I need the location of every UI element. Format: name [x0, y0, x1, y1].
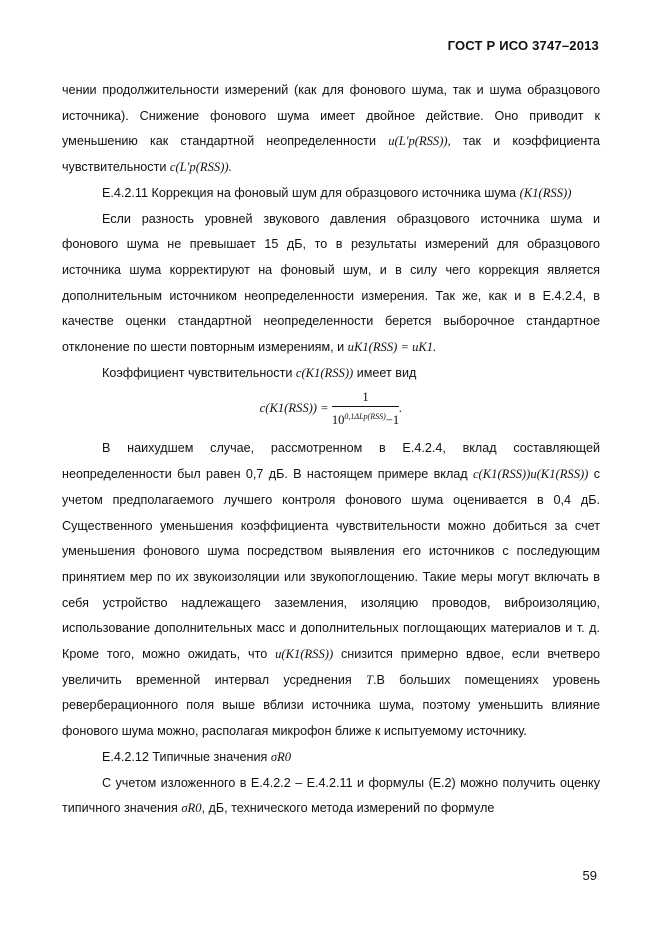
math-inline: c(K1(RSS))u(K1(RSS)): [472, 467, 589, 482]
text: Коэффициент чувствительности: [102, 365, 296, 380]
math-inline: uK1(RSS) = uK1.: [347, 340, 437, 355]
math-inline: (K1(RSS)): [519, 185, 572, 200]
text: , дБ, технического метода измерений по формуле: [201, 801, 495, 816]
document-body: [62, 78, 600, 822]
formula-lhs: c(K1(RSS)) =: [259, 401, 329, 416]
text: снизится примерно вдвое, если вчетверо увеличить временной интервал усреднения: [62, 647, 600, 687]
paragraph: [62, 436, 600, 744]
math-inline: σR0: [181, 801, 202, 816]
formula-fraction: [332, 388, 399, 430]
text: так и коэффициента чувствительности: [62, 134, 600, 175]
math-inline: u(L′p(RSS)),: [388, 134, 451, 149]
text: Если разность уровней звукового давления образцового источника шума и фонового шума не превышает 15 дБ, то в результаты измерений для образцового источника шума корректируют на фоновый шум, и в силу чего коррекция является дополнительным источником неопределенности измерения. Так же, как и в Е.4.2.4, в качестве оценки стандартной неопределенности берется выборочное стандартное отклонение по шести повторным измерениям, и: [62, 211, 600, 355]
text: В наихудшем случае, рассмотренном в Е.4.2.4, вклад составляющей неопределенности был равен 0,7 дБ. В настоящем примере вклад: [62, 441, 600, 482]
document-id: ГОСТ Р ИСО 3747–2013: [447, 38, 599, 53]
page-number: 59: [582, 868, 597, 883]
section-title: Е.4.2.12 Типичные значения: [102, 749, 271, 764]
text: С учетом изложенного в Е.4.2.2 – Е.4.2.11 и формулы (Е.2) можно получить оценку типичного значения: [62, 775, 600, 816]
paragraph: [62, 207, 600, 361]
text: .В больших помещениях уровень реверберационного поля выше вблизи источника шума, поэтому уменьшить влияние фонового шума можно, располагая микрофон ближе к испытуемому источнику.: [62, 672, 601, 739]
math-inline: u(K1(RSS)): [275, 647, 334, 662]
formula-denominator: [332, 407, 399, 430]
text: имеет вид: [353, 365, 417, 380]
text: −1: [385, 413, 400, 428]
text: с учетом предполагаемого лучшего контроля фонового шума оценивается в 0,4 дБ. Существенного уменьшения коэффициента чувствительности можно добиться за счет уменьшения фонового шума посредством выявления его источников с последующим принятием мер по их звукоизоляции или звукопоглощению. Такие меры могут включать в себя устройство надлежащего заземления, изоляцию проводов, виброизоляцию, использование дополнительных масс и дополнительных поглощающих материалов и т. д. Кроме того, можно ожидать, что: [62, 467, 600, 662]
text: чении продолжительности измерений (как для фонового шума, так и шума образцового источника). Снижение фонового шума имеет двойное действие. Оно приводит к уменьшению как стандартной неопределенности: [62, 83, 600, 149]
math-inline: c(L′p(RSS)).: [169, 160, 232, 175]
paragraph: [62, 771, 600, 822]
text: 10: [331, 413, 345, 428]
formula-numerator: 1: [332, 388, 399, 407]
math-inline: T: [365, 672, 373, 687]
formula: c(K1(RSS)) = $\frac{1}{10^{0,1\Delta Lp(RSS)}-1}$ .: [62, 388, 600, 430]
section-heading: [62, 745, 600, 771]
math-inline: σR0: [270, 749, 292, 764]
paragraph: [62, 78, 600, 181]
section-title: Е.4.2.11 Коррекция на фоновый шум для образцового источника шума: [102, 185, 517, 200]
paragraph: [62, 361, 600, 387]
formula-exponent: 0,1ΔLp(RSS): [344, 412, 386, 422]
section-heading: [62, 181, 600, 207]
math-inline: c(K1(RSS)): [295, 365, 354, 380]
